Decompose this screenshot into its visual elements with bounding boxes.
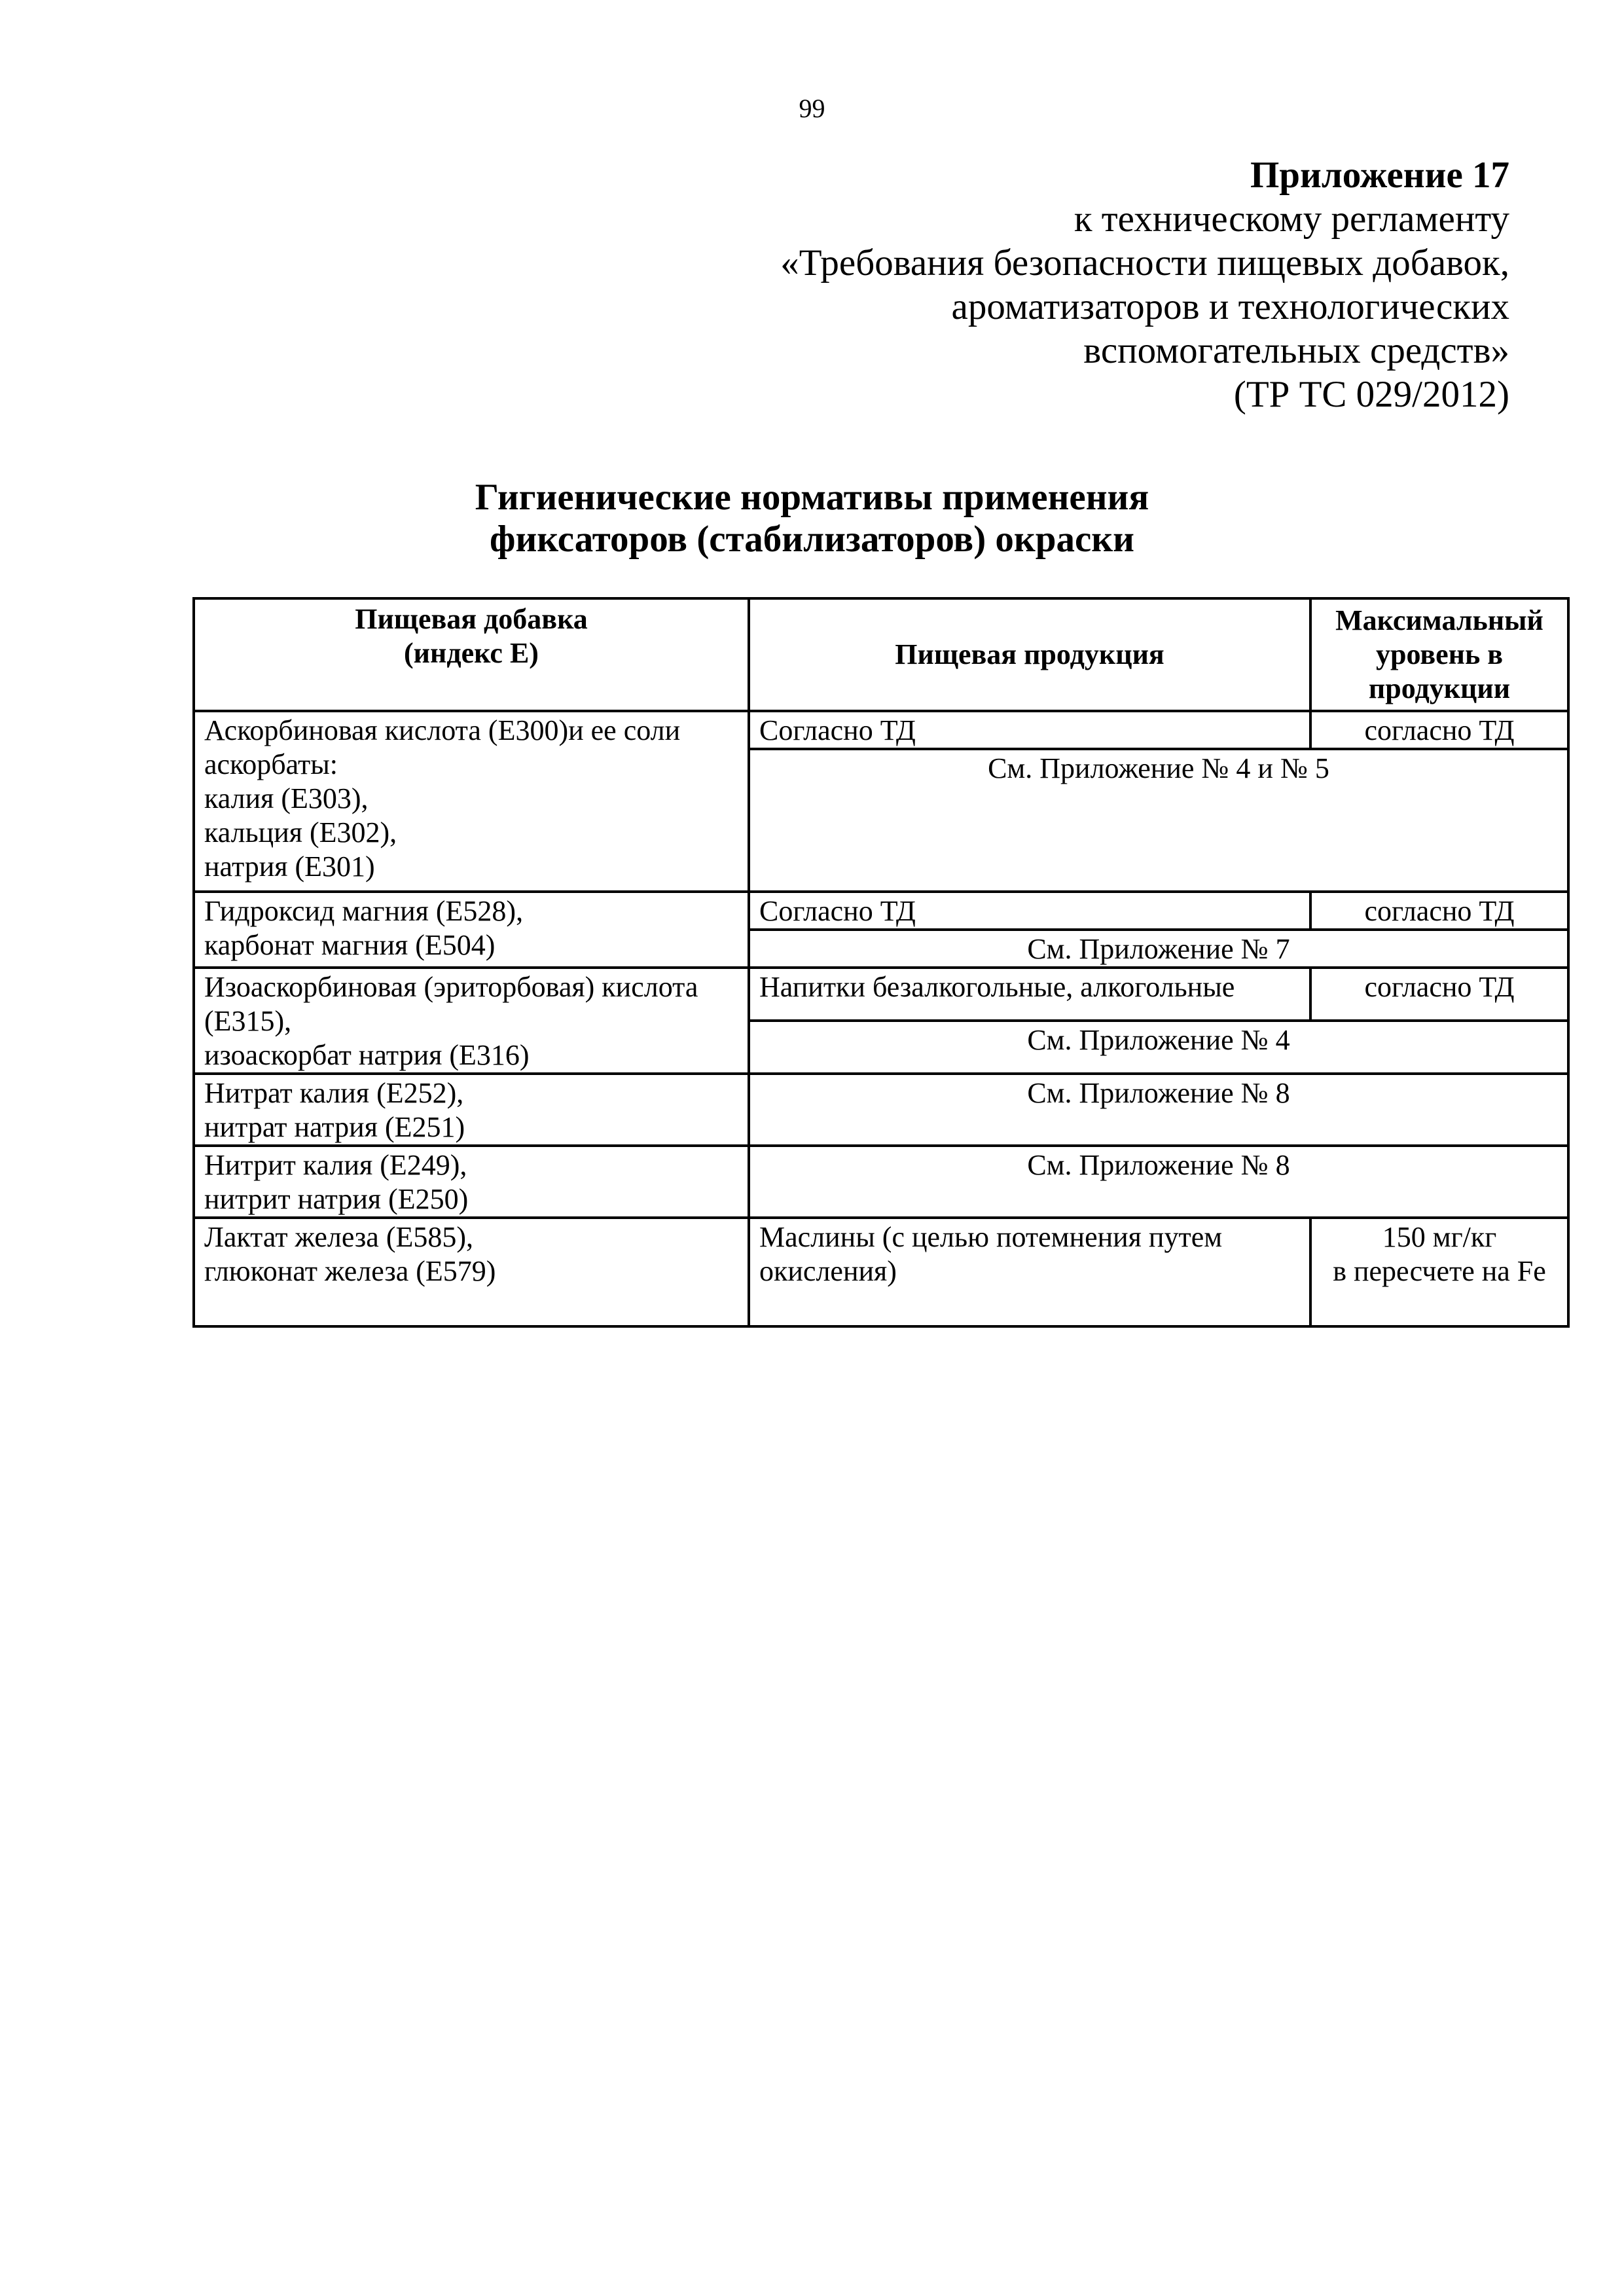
header-product: Пищевая продукция	[749, 598, 1310, 711]
max-level-cell: согласно ТД	[1310, 892, 1568, 930]
additive-line: калия (Е303),	[204, 782, 369, 814]
header-max-level	[1310, 598, 1568, 711]
header-max-level-line: Максимальный	[1335, 604, 1543, 636]
additive-line: Лактат железа (Е585),	[204, 1221, 474, 1253]
additive-cell	[194, 892, 749, 968]
product-line: Маслины (с целью потемнения путем	[759, 1221, 1223, 1253]
appendix-line-3: ароматизаторов и технологических	[951, 286, 1509, 327]
additive-line: Нитрат калия (Е252),	[204, 1077, 464, 1109]
header-max-level-line: продукции	[1368, 672, 1511, 704]
table-header-row	[194, 598, 1568, 711]
document-title-line-1: Гигиенические нормативы применения	[475, 477, 1149, 518]
page-number: 99	[799, 94, 825, 123]
document-title	[0, 477, 1624, 560]
merged-note-cell: См. Приложение № 4 и № 5	[749, 749, 1568, 892]
table-row	[194, 892, 1568, 930]
additive-line: глюконат железа (Е579)	[204, 1255, 496, 1287]
additive-cell	[194, 968, 749, 1074]
appendix-line-5: (ТР ТС 029/2012)	[1233, 374, 1509, 415]
product-cell	[749, 1218, 1310, 1326]
max-level-cell	[1310, 1218, 1568, 1326]
max-level-line: в пересчете на Fe	[1333, 1255, 1546, 1287]
merged-note-cell: См. Приложение № 4	[749, 1021, 1568, 1074]
max-level-cell: согласно ТД	[1310, 711, 1568, 749]
additive-cell	[194, 711, 749, 892]
additive-cell	[194, 1218, 749, 1326]
additive-line: изоаскорбат натрия (Е316)	[204, 1039, 530, 1071]
additive-line: Изоаскорбиновая (эриторбовая) кислота	[204, 971, 698, 1003]
header-additive-line: Пищевая добавка	[355, 603, 588, 635]
additive-line: Нитрит калия (Е249),	[204, 1149, 467, 1181]
additive-cell	[194, 1074, 749, 1146]
appendix-line-1: к техническому регламенту	[1074, 198, 1509, 240]
additive-line: нитрат натрия (Е251)	[204, 1111, 465, 1143]
table-row	[194, 1218, 1568, 1326]
additive-line: (Е315),	[204, 1005, 292, 1037]
header-max-level-line: уровень в	[1375, 638, 1504, 670]
product-line: окисления)	[759, 1255, 897, 1287]
max-level-line: 150 мг/кг	[1382, 1221, 1497, 1253]
additive-cell	[194, 1146, 749, 1218]
additive-line: Аскорбиновая кислота (Е300)и ее соли	[204, 714, 681, 746]
merged-note-cell: См. Приложение № 8	[749, 1146, 1568, 1218]
table-row	[194, 1074, 1568, 1146]
max-level-cell: согласно ТД	[1310, 968, 1568, 1021]
appendix-line-2: «Требования безопасности пищевых добавок,	[780, 242, 1509, 283]
additive-line: Гидроксид магния (Е528),	[204, 895, 524, 927]
appendix-line-4: вспомогательных средств»	[1083, 330, 1509, 371]
document-title-line-2: фиксаторов (стабилизаторов) окраски	[490, 519, 1134, 560]
table-row	[194, 1146, 1568, 1218]
appendix-heading	[780, 153, 1509, 416]
additive-line: аскорбаты:	[204, 748, 338, 780]
additive-line: карбонат магния (Е504)	[204, 929, 496, 961]
table-row	[194, 711, 1568, 749]
table-row	[194, 968, 1568, 1021]
appendix-title: Приложение 17	[1250, 155, 1509, 196]
header-additive-line: (индекс Е)	[404, 637, 539, 669]
header-additive	[194, 598, 749, 711]
merged-note-cell: См. Приложение № 8	[749, 1074, 1568, 1146]
merged-note-cell: См. Приложение № 7	[749, 930, 1568, 968]
product-cell: Согласно ТД	[749, 711, 1310, 749]
product-cell: Согласно ТД	[749, 892, 1310, 930]
additive-line: нитрит натрия (Е250)	[204, 1183, 469, 1215]
norms-table	[192, 597, 1570, 1328]
product-cell: Напитки безалкогольные, алкогольные	[749, 968, 1310, 1021]
additive-line: натрия (Е301)	[204, 850, 375, 883]
additive-line: кальция (Е302),	[204, 816, 397, 848]
